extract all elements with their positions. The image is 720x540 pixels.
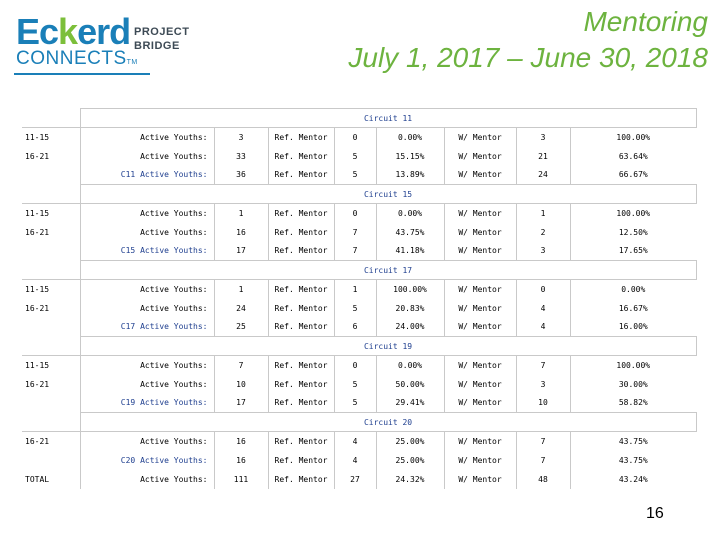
w-mentor-count: 4	[516, 299, 570, 318]
circuit-total-row	[22, 318, 696, 337]
age-group-cell	[22, 166, 80, 185]
w-mentor-percent: 58.82%	[570, 394, 696, 413]
title-line-2: July 1, 2017 – June 30, 2018	[348, 42, 708, 73]
page-number: 16	[646, 505, 664, 522]
header-spacer	[22, 337, 80, 356]
active-youths-label: Active Youths:	[80, 299, 214, 318]
ref-mentor-label: Ref. Mentor	[268, 318, 334, 337]
w-mentor-label: W/ Mentor	[444, 318, 516, 337]
w-mentor-count: 7	[516, 356, 570, 375]
active-youths-count: 33	[214, 147, 268, 166]
ref-mentor-percent: 43.75%	[376, 223, 444, 242]
grand-total-row	[22, 470, 696, 489]
circuit-header: Circuit 20	[80, 413, 696, 432]
w-mentor-percent: 17.65%	[570, 242, 696, 261]
active-youths-count: 17	[214, 242, 268, 261]
w-mentor-count: 7	[516, 451, 570, 470]
active-youths-label: C19 Active Youths:	[80, 394, 214, 413]
w-mentor-percent: 43.75%	[570, 432, 696, 451]
active-youths-label: Active Youths:	[80, 432, 214, 451]
logo-project-bridge: PROJECT BRIDGE	[134, 26, 190, 52]
age-group-cell	[22, 318, 80, 337]
active-youths-label: Active Youths:	[80, 470, 214, 489]
active-youths-count: 36	[214, 166, 268, 185]
ref-mentor-percent: 41.18%	[376, 242, 444, 261]
age-group-cell: 16-21	[22, 432, 80, 451]
ref-mentor-label: Ref. Mentor	[268, 147, 334, 166]
header-spacer	[22, 261, 80, 280]
circuit-header-row	[22, 261, 696, 280]
ref-mentor-percent: 25.00%	[376, 451, 444, 470]
ref-mentor-percent: 100.00%	[376, 280, 444, 299]
w-mentor-label: W/ Mentor	[444, 394, 516, 413]
w-mentor-label: W/ Mentor	[444, 451, 516, 470]
w-mentor-label: W/ Mentor	[444, 166, 516, 185]
table-row	[22, 375, 696, 394]
active-youths-count: 10	[214, 375, 268, 394]
w-mentor-label: W/ Mentor	[444, 375, 516, 394]
w-mentor-count: 4	[516, 318, 570, 337]
active-youths-count: 1	[214, 204, 268, 223]
ref-mentor-count: 5	[334, 394, 376, 413]
ref-mentor-percent: 0.00%	[376, 356, 444, 375]
ref-mentor-label: Ref. Mentor	[268, 470, 334, 489]
w-mentor-percent: 43.75%	[570, 451, 696, 470]
ref-mentor-label: Ref. Mentor	[268, 280, 334, 299]
ref-mentor-label: Ref. Mentor	[268, 451, 334, 470]
ref-mentor-percent: 24.32%	[376, 470, 444, 489]
ref-mentor-count: 7	[334, 223, 376, 242]
circuit-header: Circuit 15	[80, 185, 696, 204]
active-youths-label: Active Youths:	[80, 147, 214, 166]
active-youths-label: Active Youths:	[80, 280, 214, 299]
table-row	[22, 204, 696, 223]
active-youths-count: 16	[214, 432, 268, 451]
table-row	[22, 299, 696, 318]
ref-mentor-count: 1	[334, 280, 376, 299]
circuit-total-row	[22, 451, 696, 470]
logo-underline	[14, 73, 150, 75]
circuit-header: Circuit 17	[80, 261, 696, 280]
table-row	[22, 128, 696, 147]
active-youths-label: Active Youths:	[80, 223, 214, 242]
circuit-total-row	[22, 242, 696, 261]
age-group-cell: 11-15	[22, 356, 80, 375]
ref-mentor-percent: 0.00%	[376, 128, 444, 147]
w-mentor-count: 3	[516, 242, 570, 261]
circuit-header-row	[22, 185, 696, 204]
active-youths-label: Active Youths:	[80, 128, 214, 147]
age-group-cell: 16-21	[22, 147, 80, 166]
ref-mentor-count: 5	[334, 166, 376, 185]
active-youths-count: 16	[214, 223, 268, 242]
ref-mentor-count: 0	[334, 356, 376, 375]
age-group-cell	[22, 242, 80, 261]
circuit-header-row	[22, 413, 696, 432]
w-mentor-count: 0	[516, 280, 570, 299]
ref-mentor-label: Ref. Mentor	[268, 204, 334, 223]
circuit-header: Circuit 19	[80, 337, 696, 356]
age-group-cell: 11-15	[22, 204, 80, 223]
ref-mentor-label: Ref. Mentor	[268, 223, 334, 242]
w-mentor-label: W/ Mentor	[444, 223, 516, 242]
active-youths-count: 7	[214, 356, 268, 375]
w-mentor-percent: 100.00%	[570, 204, 696, 223]
table-row	[22, 280, 696, 299]
logo-wordmark: Eckerd	[16, 11, 131, 52]
w-mentor-label: W/ Mentor	[444, 356, 516, 375]
active-youths-label: Active Youths:	[80, 375, 214, 394]
active-youths-count: 25	[214, 318, 268, 337]
w-mentor-count: 1	[516, 204, 570, 223]
active-youths-count: 16	[214, 451, 268, 470]
w-mentor-percent: 30.00%	[570, 375, 696, 394]
w-mentor-count: 21	[516, 147, 570, 166]
table-row	[22, 147, 696, 166]
age-group-cell: 11-15	[22, 128, 80, 147]
w-mentor-label: W/ Mentor	[444, 280, 516, 299]
ref-mentor-label: Ref. Mentor	[268, 128, 334, 147]
w-mentor-percent: 100.00%	[570, 356, 696, 375]
age-group-cell: 16-21	[22, 375, 80, 394]
ref-mentor-percent: 25.00%	[376, 432, 444, 451]
ref-mentor-percent: 0.00%	[376, 204, 444, 223]
age-group-cell: 16-21	[22, 223, 80, 242]
w-mentor-percent: 16.00%	[570, 318, 696, 337]
mentoring-data-table	[22, 108, 697, 489]
ref-mentor-label: Ref. Mentor	[268, 432, 334, 451]
active-youths-count: 24	[214, 299, 268, 318]
ref-mentor-label: Ref. Mentor	[268, 356, 334, 375]
ref-mentor-label: Ref. Mentor	[268, 299, 334, 318]
ref-mentor-count: 6	[334, 318, 376, 337]
mentoring-table	[22, 108, 696, 488]
active-youths-label: C15 Active Youths:	[80, 242, 214, 261]
ref-mentor-percent: 13.89%	[376, 166, 444, 185]
table-row	[22, 432, 696, 451]
age-group-cell: TOTAL	[22, 470, 80, 489]
circuit-total-row	[22, 166, 696, 185]
w-mentor-count: 3	[516, 375, 570, 394]
w-mentor-label: W/ Mentor	[444, 432, 516, 451]
eckerd-connects-logo	[14, 8, 194, 74]
header-spacer	[22, 413, 80, 432]
w-mentor-percent: 16.67%	[570, 299, 696, 318]
ref-mentor-count: 5	[334, 299, 376, 318]
ref-mentor-count: 27	[334, 470, 376, 489]
w-mentor-percent: 63.64%	[570, 147, 696, 166]
circuit-header: Circuit 11	[80, 109, 696, 128]
w-mentor-count: 7	[516, 432, 570, 451]
ref-mentor-label: Ref. Mentor	[268, 394, 334, 413]
w-mentor-label: W/ Mentor	[444, 470, 516, 489]
ref-mentor-count: 4	[334, 432, 376, 451]
w-mentor-label: W/ Mentor	[444, 204, 516, 223]
w-mentor-count: 10	[516, 394, 570, 413]
ref-mentor-percent: 24.00%	[376, 318, 444, 337]
ref-mentor-count: 0	[334, 204, 376, 223]
table-row	[22, 223, 696, 242]
circuit-total-row	[22, 394, 696, 413]
w-mentor-count: 48	[516, 470, 570, 489]
ref-mentor-percent: 20.83%	[376, 299, 444, 318]
ref-mentor-percent: 29.41%	[376, 394, 444, 413]
active-youths-count: 3	[214, 128, 268, 147]
ref-mentor-count: 4	[334, 451, 376, 470]
w-mentor-count: 3	[516, 128, 570, 147]
title-line-1: Mentoring	[583, 6, 708, 37]
w-mentor-percent: 100.00%	[570, 128, 696, 147]
active-youths-label: C20 Active Youths:	[80, 451, 214, 470]
ref-mentor-percent: 50.00%	[376, 375, 444, 394]
w-mentor-label: W/ Mentor	[444, 147, 516, 166]
header-spacer	[22, 185, 80, 204]
ref-mentor-count: 5	[334, 375, 376, 394]
w-mentor-percent: 43.24%	[570, 470, 696, 489]
table-row	[22, 356, 696, 375]
w-mentor-percent: 12.50%	[570, 223, 696, 242]
ref-mentor-label: Ref. Mentor	[268, 242, 334, 261]
ref-mentor-count: 5	[334, 147, 376, 166]
w-mentor-percent: 0.00%	[570, 280, 696, 299]
circuit-header-row	[22, 109, 696, 128]
age-group-cell: 11-15	[22, 280, 80, 299]
age-group-cell	[22, 394, 80, 413]
w-mentor-count: 2	[516, 223, 570, 242]
active-youths-count: 1	[214, 280, 268, 299]
logo-connects: CONNECTSTM	[16, 48, 138, 69]
ref-mentor-count: 0	[334, 128, 376, 147]
active-youths-count: 111	[214, 470, 268, 489]
age-group-cell: 16-21	[22, 299, 80, 318]
circuit-header-row	[22, 337, 696, 356]
w-mentor-label: W/ Mentor	[444, 128, 516, 147]
w-mentor-count: 24	[516, 166, 570, 185]
active-youths-label: Active Youths:	[80, 204, 214, 223]
ref-mentor-label: Ref. Mentor	[268, 166, 334, 185]
ref-mentor-percent: 15.15%	[376, 147, 444, 166]
w-mentor-percent: 66.67%	[570, 166, 696, 185]
header-spacer	[22, 109, 80, 128]
ref-mentor-count: 7	[334, 242, 376, 261]
w-mentor-label: W/ Mentor	[444, 299, 516, 318]
active-youths-label: Active Youths:	[80, 356, 214, 375]
active-youths-label: C17 Active Youths:	[80, 318, 214, 337]
active-youths-count: 17	[214, 394, 268, 413]
w-mentor-label: W/ Mentor	[444, 242, 516, 261]
ref-mentor-label: Ref. Mentor	[268, 375, 334, 394]
age-group-cell	[22, 451, 80, 470]
active-youths-label: C11 Active Youths:	[80, 166, 214, 185]
page-title	[348, 4, 708, 76]
